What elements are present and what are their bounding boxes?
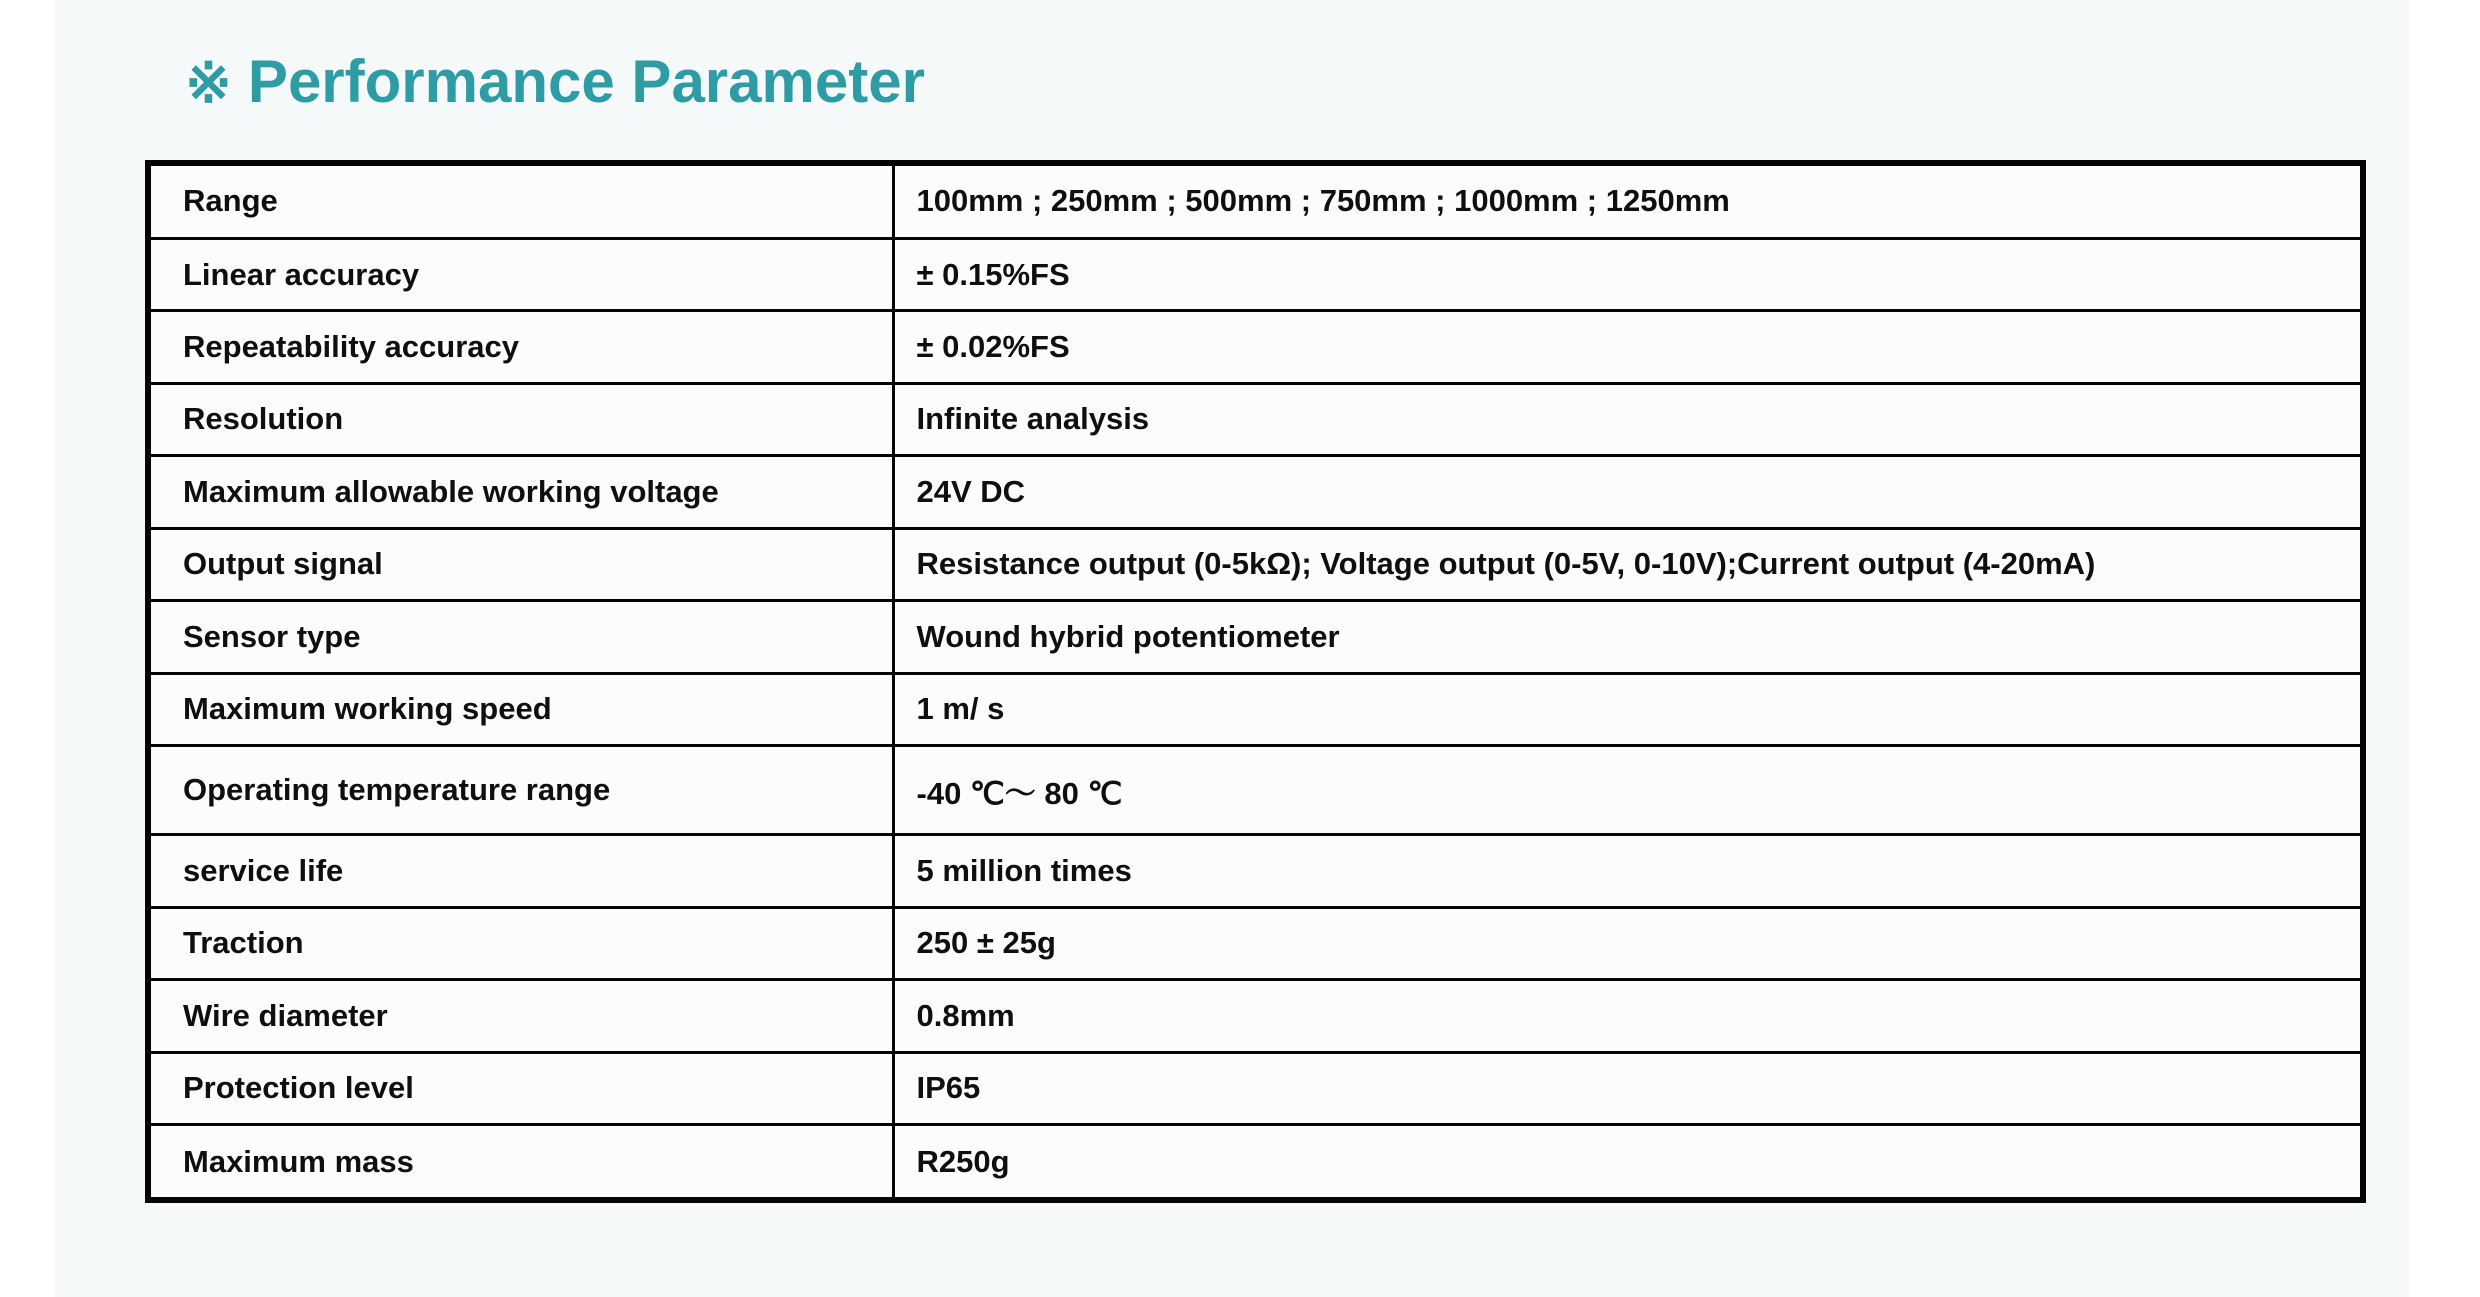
parameter-label: Maximum allowable working voltage: [148, 456, 893, 528]
table-row: [148, 601, 2363, 673]
parameter-label: Sensor type: [148, 601, 893, 673]
parameter-value: 250 ± 25g: [893, 907, 2363, 979]
parameter-value: Infinite analysis: [893, 383, 2363, 455]
parameter-label: Operating temperature range: [148, 746, 893, 835]
parameter-label: service life: [148, 835, 893, 907]
reference-mark-icon: ※: [185, 51, 232, 114]
parameter-label: Linear accuracy: [148, 238, 893, 310]
table-row: [148, 163, 2363, 238]
parameter-value: ± 0.15%FS: [893, 238, 2363, 310]
parameter-label: Repeatability accuracy: [148, 311, 893, 383]
table-row: [148, 980, 2363, 1052]
table-row: [148, 907, 2363, 979]
parameter-value: -40 ℃～ 80 ℃: [893, 746, 2363, 835]
table-row: [148, 238, 2363, 310]
parameter-label: Resolution: [148, 383, 893, 455]
parameter-value: R250g: [893, 1125, 2363, 1200]
parameter-label: Output signal: [148, 528, 893, 600]
parameter-value: 100mm ; 250mm ; 500mm ; 750mm ; 1000mm ; 1250mm: [893, 163, 2363, 238]
parameter-value: 1 m/ s: [893, 673, 2363, 745]
parameter-label: Maximum mass: [148, 1125, 893, 1200]
parameter-value: 5 million times: [893, 835, 2363, 907]
table-row: [148, 311, 2363, 383]
performance-parameter-table: [145, 160, 2366, 1203]
table-row: [148, 746, 2363, 835]
parameter-value: 0.8mm: [893, 980, 2363, 1052]
parameter-label: Range: [148, 163, 893, 238]
parameter-value: Wound hybrid potentiometer: [893, 601, 2363, 673]
table-row: [148, 835, 2363, 907]
parameter-label: Maximum working speed: [148, 673, 893, 745]
parameter-value: Resistance output (0-5kΩ); Voltage output (0-5V, 0-10V);Current output (4-20mA): [893, 528, 2363, 600]
table-row: [148, 528, 2363, 600]
parameter-label: Wire diameter: [148, 980, 893, 1052]
content-background: [55, 0, 2410, 1297]
parameter-value: IP65: [893, 1052, 2363, 1124]
table-row: [148, 673, 2363, 745]
parameter-value: ± 0.02%FS: [893, 311, 2363, 383]
table-row: [148, 456, 2363, 528]
parameter-label: Protection level: [148, 1052, 893, 1124]
table-row: [148, 383, 2363, 455]
page-title: [185, 50, 925, 113]
table-row: [148, 1125, 2363, 1200]
table-row: [148, 1052, 2363, 1124]
parameter-value: 24V DC: [893, 456, 2363, 528]
parameter-label: Traction: [148, 907, 893, 979]
table-body: [148, 163, 2363, 1200]
page-title-text: Performance Parameter: [247, 48, 925, 115]
